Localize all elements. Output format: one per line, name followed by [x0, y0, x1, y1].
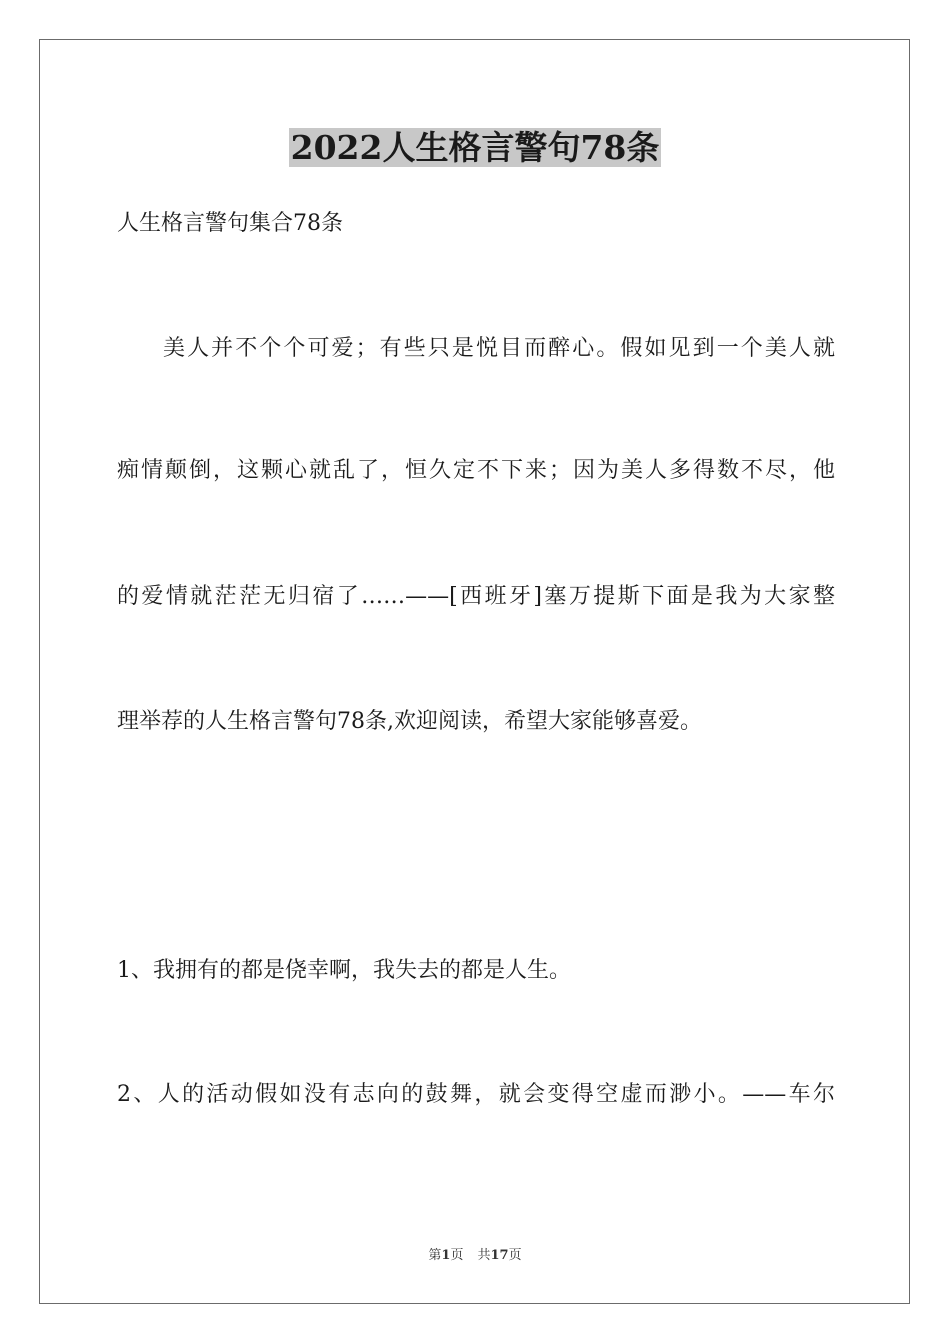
- intro-line-4: 理举荐的人生格言警句78条,欢迎阅读，希望大家能够喜爱。: [117, 709, 702, 734]
- footer-total-prefix: 共: [477, 1248, 491, 1263]
- quote-item-1: 1、我拥有的都是侥幸啊，我失去的都是人生。: [117, 958, 571, 983]
- intro-line-1: 美人并不个个可爱；有些只是悦目而醉心。假如见到一个美人就: [163, 336, 835, 361]
- intro-line-3: 的爱情就茫茫无归宿了……——[西班牙]塞万提斯下面是我为大家整: [117, 584, 835, 609]
- footer-page-total: 17: [490, 1248, 509, 1263]
- intro-line-2: 痴情颠倒，这颗心就乱了，恒久定不下来；因为美人多得数不尽，他: [117, 458, 835, 483]
- footer-page-suffix: 页: [450, 1248, 464, 1263]
- document-title: [0, 126, 950, 170]
- footer-page-prefix: 第: [428, 1248, 442, 1263]
- footer-page-current: 1: [441, 1248, 451, 1263]
- document-title-text: 2022人生格言警句78条: [290, 128, 660, 167]
- quote-item-2: 2、人的活动假如没有志向的鼓舞，就会变得空虚而渺小。——车尔: [117, 1082, 835, 1107]
- page-footer: [0, 1247, 950, 1265]
- document-subtitle: 人生格言警句集合78条: [117, 211, 343, 236]
- footer-total-suffix: 页: [508, 1248, 522, 1263]
